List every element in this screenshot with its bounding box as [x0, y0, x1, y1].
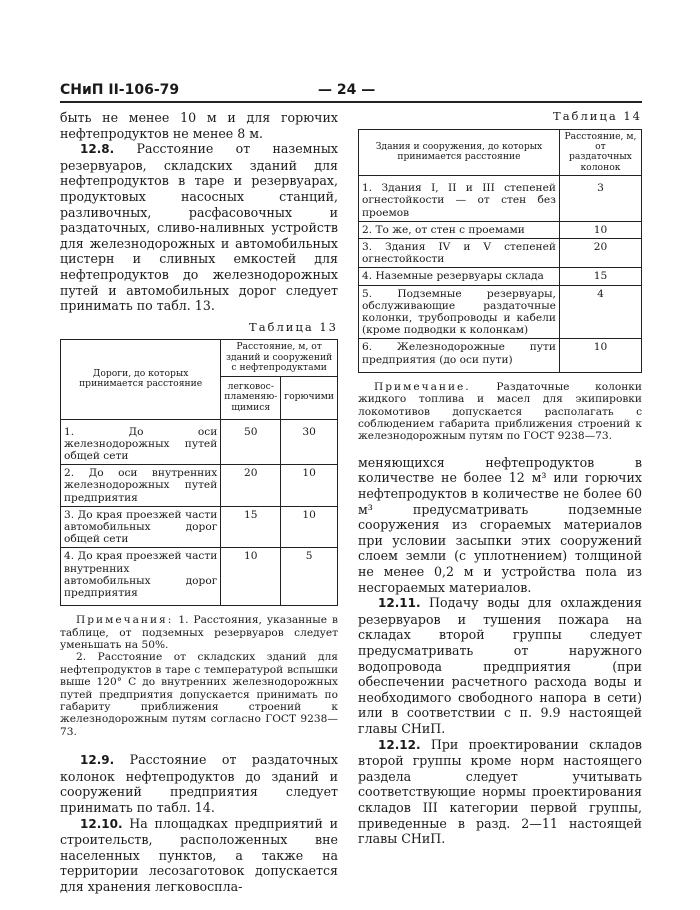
table-13-cell-value: 10 — [281, 465, 338, 507]
table-row — [61, 548, 338, 606]
paragraph-text: Расстояние от раздаточных колонок нефтепродуктов до зданий и сооружений предприятия следует принимать по табл. 14. — [60, 752, 338, 816]
table-13-caption: Таблица 13 — [249, 319, 338, 334]
table-row — [359, 221, 642, 238]
right-column — [358, 109, 642, 847]
table-14-cell-label: 5. Подземные резервуары, обслуживающие раздаточные колонки, трубопроводы и кабели (кроме подводки к колонкам) — [359, 285, 560, 339]
table-13-cell-value: 15 — [221, 506, 281, 548]
table-row — [61, 419, 338, 465]
table-14-cell-value: 4 — [559, 285, 641, 339]
table-13-cell-value: 5 — [281, 548, 338, 606]
table-13-col-head: Дороги, до которых принимается расстояние — [61, 340, 221, 419]
table-14-cell-value: 10 — [559, 221, 641, 238]
clause-number: 12.9. — [80, 753, 115, 768]
header-rule — [60, 101, 642, 103]
table-13-cell-label: 1. До оси железнодорожных путей общей сети — [61, 419, 221, 465]
table-13-cell-value: 10 — [221, 548, 281, 606]
note-title: Примечание. — [374, 380, 471, 393]
table-13-notes — [60, 614, 338, 738]
notes-title: Примечания: — [76, 614, 174, 627]
table-row — [359, 176, 642, 222]
table-14-cell-value: 10 — [559, 339, 641, 372]
note-text: 1. Расстояния, указанные в таблице, от подземных резервуаров следует уменьшать на 50%. — [60, 614, 339, 651]
paragraph-12-8 — [60, 141, 338, 314]
table-14-cell-label: 4. Наземные резервуары склада — [359, 268, 560, 285]
table-row — [359, 239, 642, 268]
paragraph-text: На площадках предприятий и строительств, расположенных вне населенных пунктов, а также на территории лесозаготовок допускается для хранения легковоспла- — [60, 815, 338, 894]
table-14-cell-label: 3. Здания IV и V степеней огнестойкости — [359, 239, 560, 268]
note-text: Раздаточные колонки жидкого топлива и масел для экипировки локомотивов допускается располагать с соблюдением габарита приближения строений к железнодорожным путям по ГОСТ 9238—73. — [358, 380, 642, 443]
table-row — [61, 465, 338, 507]
table-13-cell-label: 3. До края проезжей части автомобильных дорог общей сети — [61, 506, 221, 548]
table-14 — [358, 129, 642, 373]
document-code: СНиП II-106-79 — [60, 82, 180, 98]
table-13-cell-value: 20 — [221, 465, 281, 507]
table-14-value-head: Расстояние, м, от раздаточных колонок — [559, 129, 641, 176]
table-13-sub-head-combustible: горючими — [281, 376, 338, 419]
table-14-cell-label: 1. Здания I, II и III степеней огнестойкости — от стен без проемов — [359, 176, 560, 222]
table-14-cell-value: 20 — [559, 239, 641, 268]
left-column — [60, 110, 338, 895]
table-13-group-head: Расстояние, м, от зданий и сооружений с нефтепродуктами — [221, 340, 338, 376]
paragraph-text: Расстояние от наземных резервуаров, складских зданий для нефтепродуктов в таре и резервуарах, продуктовых насосных станций, разливочных, расфасовочных и раздаточных, сливо-наливных устройств для железнодорожных и автомобильных цистерн и сливных емкостей для нефтепродуктов до железнодорожных путей и автомобильных дорог следует принимать по табл. 13. — [60, 141, 338, 314]
page-number: — 24 — — [318, 82, 376, 98]
paragraph-12-9 — [60, 752, 338, 815]
table-13 — [60, 339, 338, 606]
table-14-caption: Таблица 14 — [553, 109, 642, 123]
clause-number: 12.8. — [80, 142, 115, 157]
table-row — [359, 268, 642, 285]
paragraph-text: Подачу воды для охлаждения резервуаров и тушения пожара на складах второй группы следует предусматривать от наружного водопровода предприятия (при обеспечении расчетного расхода воды и необходимого свободного напора в сети) или в соответствии с п. 9.9 настоящей главы СНиП. — [358, 595, 642, 736]
paragraph-12-10 — [60, 816, 338, 895]
paragraph-12-11 — [358, 595, 642, 736]
table-row — [359, 339, 642, 372]
table-14-col-head: Здания и сооружения, до которых принимается расстояние — [359, 129, 560, 176]
paragraph-text: При проектировании складов второй группы кроме норм настоящего раздела следует учитывать соответствующие нормы проектирования складов III категории первой группы, приведенные в разд. 2—11 настоящей главы СНиП. — [358, 736, 642, 847]
paragraph-12-12 — [358, 737, 642, 847]
table-14-cell-value: 15 — [559, 268, 641, 285]
table-row — [61, 506, 338, 548]
table-14-cell-value: 3 — [559, 176, 641, 222]
clause-number: 12.11. — [378, 596, 421, 611]
table-14-cell-label: 2. То же, от стен с проемами — [359, 221, 560, 238]
clause-number: 12.12. — [378, 737, 421, 752]
table-13-cell-value: 30 — [281, 419, 338, 465]
note-text: 2. Расстояние от складских зданий для нефтепродуктов в таре с температурой вспышки выше 120° С до внутренних железнодорожных путей предприятия допускается принимать по габариту приближения строений к железнодорожным путям согласно ГОСТ 9238—73. — [60, 651, 338, 738]
paragraph-intro: быть не менее 10 м и для горючих нефтепродуктов не менее 8 м. — [60, 110, 338, 141]
table-13-sub-head-flammable: легковос-пламеняю-щимися — [221, 376, 281, 419]
paragraph-continuation: меняющихся нефтепродуктов в количестве не более 12 м³ или горючих нефтепродуктов в количестве не более 60 м³ предусматривать подземные сооружения из сгораемых материалов при условии засыпки этих сооружений слоем земли (с уплотнением) толщиной не менее 0,2 м и устройства пола из несгораемых материалов. — [358, 454, 642, 595]
table-14-cell-label: 6. Железнодорожные пути предприятия (до оси пути) — [359, 339, 560, 372]
table-13-cell-value: 50 — [221, 419, 281, 465]
table-14-note — [358, 381, 642, 443]
table-13-cell-label: 2. До оси внутренних железнодорожных путей предприятия — [61, 465, 221, 507]
clause-number: 12.10. — [80, 816, 123, 831]
table-row — [359, 285, 642, 339]
table-13-cell-value: 10 — [281, 506, 338, 548]
table-13-cell-label: 4. До края проезжей части внутренних автомобильных дорог предприятия — [61, 548, 221, 606]
